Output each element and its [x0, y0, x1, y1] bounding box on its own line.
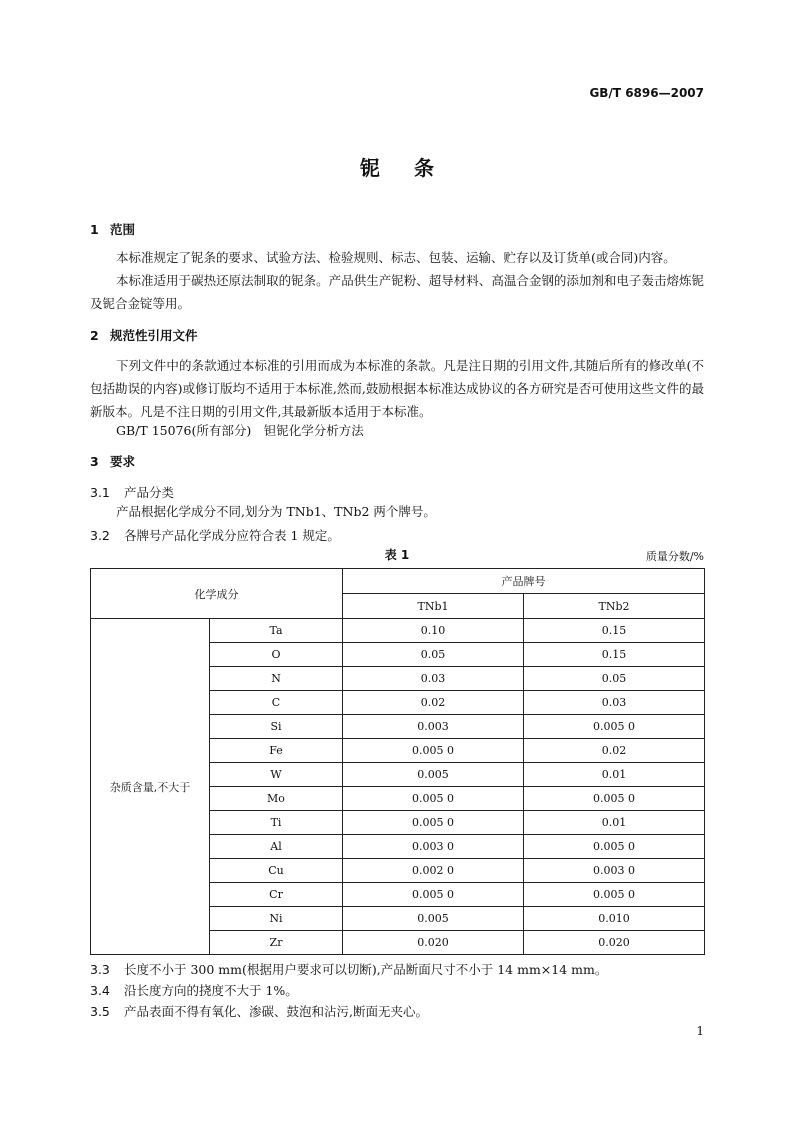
table-caption: 表 1 [384, 548, 410, 562]
tnb1-value-cell: 0.020 [343, 931, 524, 955]
section-title: 范围 [110, 222, 136, 237]
reference-item: GB/T 15076(所有部分) 钽铌化学分析方法 [116, 423, 364, 438]
header-grade-tnb1: TNb1 [343, 594, 524, 619]
clause-text: 沿长度方向的挠度不大于 1%。 [124, 983, 298, 998]
tnb1-value-cell: 0.005 0 [343, 787, 524, 811]
standard-code: GB/T 6896—2007 [589, 86, 704, 100]
header-chemical-composition: 化学成分 [91, 569, 343, 619]
clause-number: 3.4 [90, 983, 110, 998]
tnb2-value-cell: 0.02 [524, 739, 705, 763]
paragraph: 下列文件中的条款通过本标准的引用而成为本标准的条款。凡是注日期的引用文件,其随后所有的修改单(不包括勘误的内容)或修订版均不适用于本标准,然而,鼓励根据本标准达成协议的各方研究是否可使用这些文件的最新版本。凡是不注日期的引用文件,其最新版本适用于本标准。 [90, 358, 704, 419]
tnb2-value-cell: 0.01 [524, 811, 705, 835]
tnb2-value-cell: 0.005 0 [524, 835, 705, 859]
tnb1-value-cell: 0.02 [343, 691, 524, 715]
element-cell: O [210, 643, 343, 667]
clause-number: 3.2 [90, 528, 110, 543]
clause-3-2 [90, 526, 340, 544]
table-row [91, 619, 705, 643]
element-cell: Zr [210, 931, 343, 955]
section-heading-scope [90, 220, 135, 238]
paragraph: 本标准规定了铌条的要求、试验方法、检验规则、标志、包装、运输、贮存以及订货单(或合同)内容。 [116, 250, 676, 265]
tnb1-value-cell: 0.003 0 [343, 835, 524, 859]
section-number: 1 [90, 222, 99, 237]
element-cell: Si [210, 715, 343, 739]
element-cell: Cr [210, 883, 343, 907]
tnb2-value-cell: 0.020 [524, 931, 705, 955]
element-cell: N [210, 667, 343, 691]
tnb1-value-cell: 0.10 [343, 619, 524, 643]
section-number: 3 [90, 454, 99, 469]
element-cell: Ta [210, 619, 343, 643]
element-cell: Cu [210, 859, 343, 883]
tnb1-value-cell: 0.002 0 [343, 859, 524, 883]
composition-table [90, 568, 705, 955]
clause-text: 长度不小于 300 mm(根据用户要求可以切断),产品断面尺寸不小于 14 mm×14 mm。 [124, 962, 608, 977]
tnb2-value-cell: 0.03 [524, 691, 705, 715]
clause-text: 产品分类 [124, 485, 175, 500]
element-cell: Ni [210, 907, 343, 931]
clause-number: 3.1 [90, 485, 110, 500]
clause-3-3 [90, 960, 607, 978]
element-cell: C [210, 691, 343, 715]
clause-3-5 [90, 1002, 428, 1020]
tnb1-value-cell: 0.03 [343, 667, 524, 691]
header-product-grade: 产品牌号 [343, 569, 705, 594]
element-cell: Fe [210, 739, 343, 763]
tnb1-value-cell: 0.005 [343, 763, 524, 787]
element-cell: W [210, 763, 343, 787]
page-title: 铌条 [360, 156, 468, 180]
tnb2-value-cell: 0.005 0 [524, 883, 705, 907]
clause-3-4 [90, 981, 298, 999]
table-header-row [91, 569, 705, 594]
section-title: 规范性引用文件 [110, 328, 198, 343]
clause-text: 产品表面不得有氧化、渗碳、鼓泡和沾污,断面无夹心。 [124, 1004, 428, 1019]
section-title: 要求 [110, 454, 136, 469]
tnb2-value-cell: 0.15 [524, 619, 705, 643]
element-cell: Ti [210, 811, 343, 835]
tnb1-value-cell: 0.005 0 [343, 883, 524, 907]
page-number: 1 [696, 1024, 704, 1038]
header-grade-tnb2: TNb2 [524, 594, 705, 619]
tnb1-value-cell: 0.003 [343, 715, 524, 739]
tnb1-value-cell: 0.005 0 [343, 739, 524, 763]
tnb2-value-cell: 0.010 [524, 907, 705, 931]
clause-text: 各牌号产品化学成分应符合表 1 规定。 [124, 528, 340, 543]
tnb2-value-cell: 0.003 0 [524, 859, 705, 883]
clause-number: 3.3 [90, 962, 110, 977]
table-unit: 质量分数/% [645, 550, 704, 563]
tnb1-value-cell: 0.05 [343, 643, 524, 667]
section-heading-references [90, 326, 198, 344]
tnb1-value-cell: 0.005 0 [343, 811, 524, 835]
tnb2-value-cell: 0.05 [524, 667, 705, 691]
clause-3-1 [90, 483, 174, 501]
tnb2-value-cell: 0.005 0 [524, 715, 705, 739]
tnb2-value-cell: 0.15 [524, 643, 705, 667]
tnb2-value-cell: 0.005 0 [524, 787, 705, 811]
row-group-impurity-max: 杂质含量,不大于 [91, 619, 210, 955]
section-heading-requirements [90, 452, 135, 470]
tnb2-value-cell: 0.01 [524, 763, 705, 787]
clause-number: 3.5 [90, 1004, 110, 1019]
paragraph: 产品根据化学成分不同,划分为 TNb1、TNb2 两个牌号。 [116, 504, 436, 519]
element-cell: Mo [210, 787, 343, 811]
tnb1-value-cell: 0.005 [343, 907, 524, 931]
paragraph: 本标准适用于碳热还原法制取的铌条。产品供生产铌粉、超导材料、高温合金钢的添加剂和电子轰击熔炼铌及铌合金锭等用。 [90, 273, 704, 311]
section-number: 2 [90, 328, 99, 343]
element-cell: Al [210, 835, 343, 859]
